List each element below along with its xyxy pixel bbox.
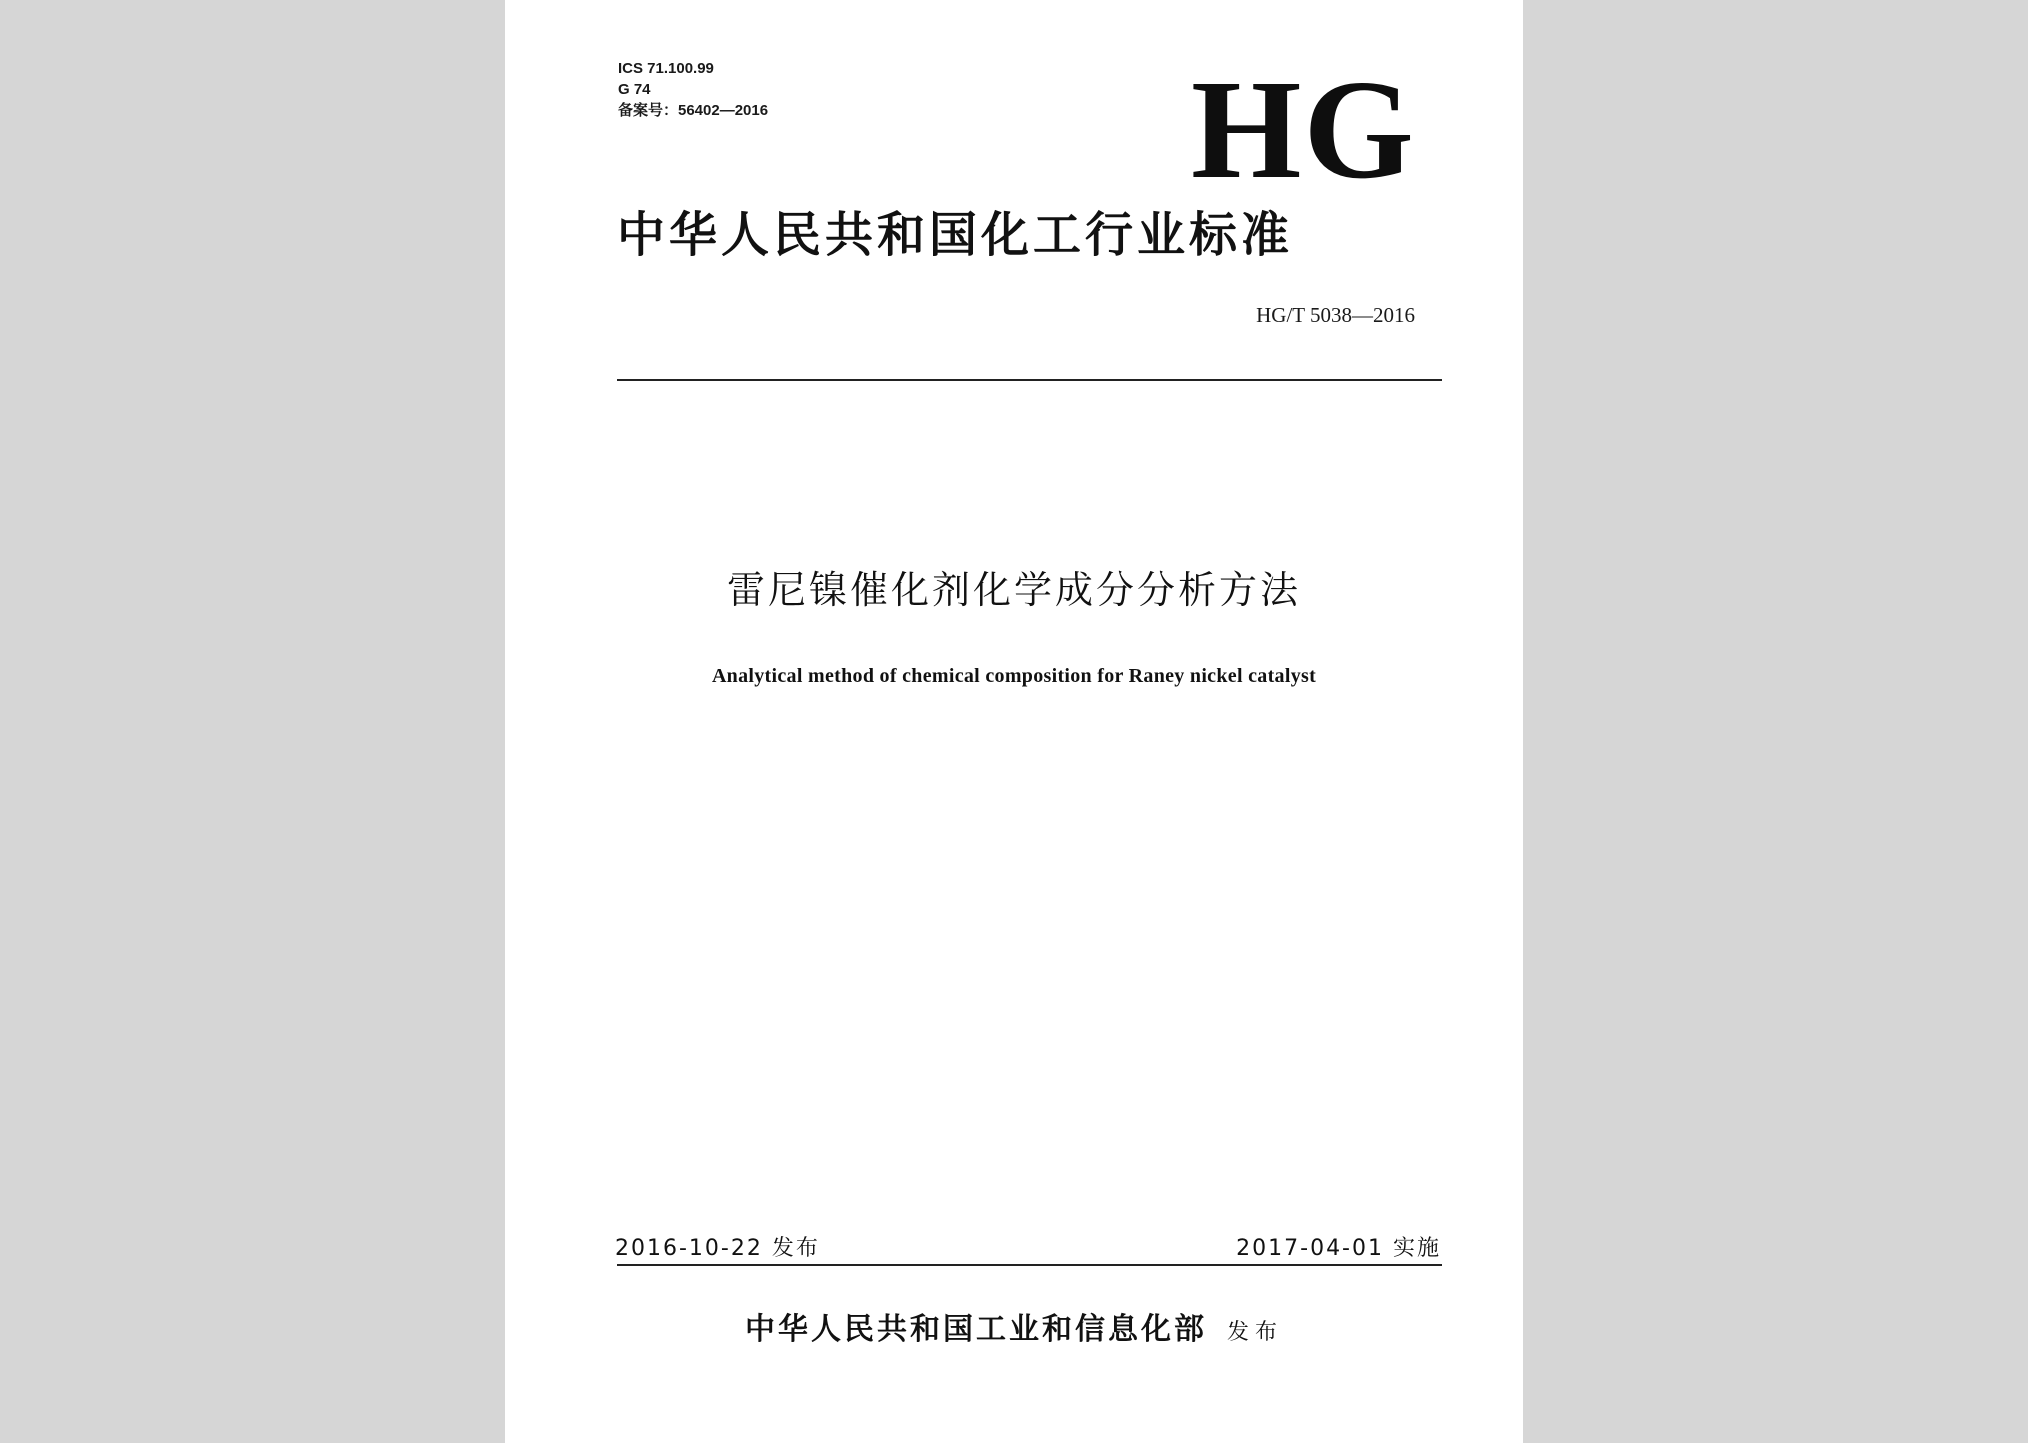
publish-label: 发布 xyxy=(1226,1320,1283,1345)
bottom-divider xyxy=(617,1264,1442,1266)
standard-title: 中华人民共和国化工行业标准 xyxy=(617,207,1294,263)
classification-block xyxy=(618,58,768,121)
document-title-english: Analytical method of chemical composition for Raney nickel catalyst xyxy=(711,665,1317,687)
ccs-code: G 74 xyxy=(618,81,651,98)
top-divider xyxy=(617,379,1442,381)
effective-date: 2017-04-01 实施 xyxy=(1236,1236,1441,1261)
ics-code: ICS 71.100.99 xyxy=(618,60,714,77)
document-page xyxy=(505,0,1523,1443)
standard-number: HG/T 5038—2016 xyxy=(1256,303,1415,327)
issue-date: 2016-10-22 发布 xyxy=(615,1236,820,1261)
publisher-line xyxy=(505,1310,1523,1353)
hg-logo: HG xyxy=(1191,50,1416,208)
record-number: 备案号：56402—2016 xyxy=(618,102,769,119)
publisher-organization: 中华人民共和国工业和信息化部 xyxy=(744,1312,1207,1347)
document-title-chinese: 雷尼镍催化剂化学成分分析方法 xyxy=(726,568,1301,612)
